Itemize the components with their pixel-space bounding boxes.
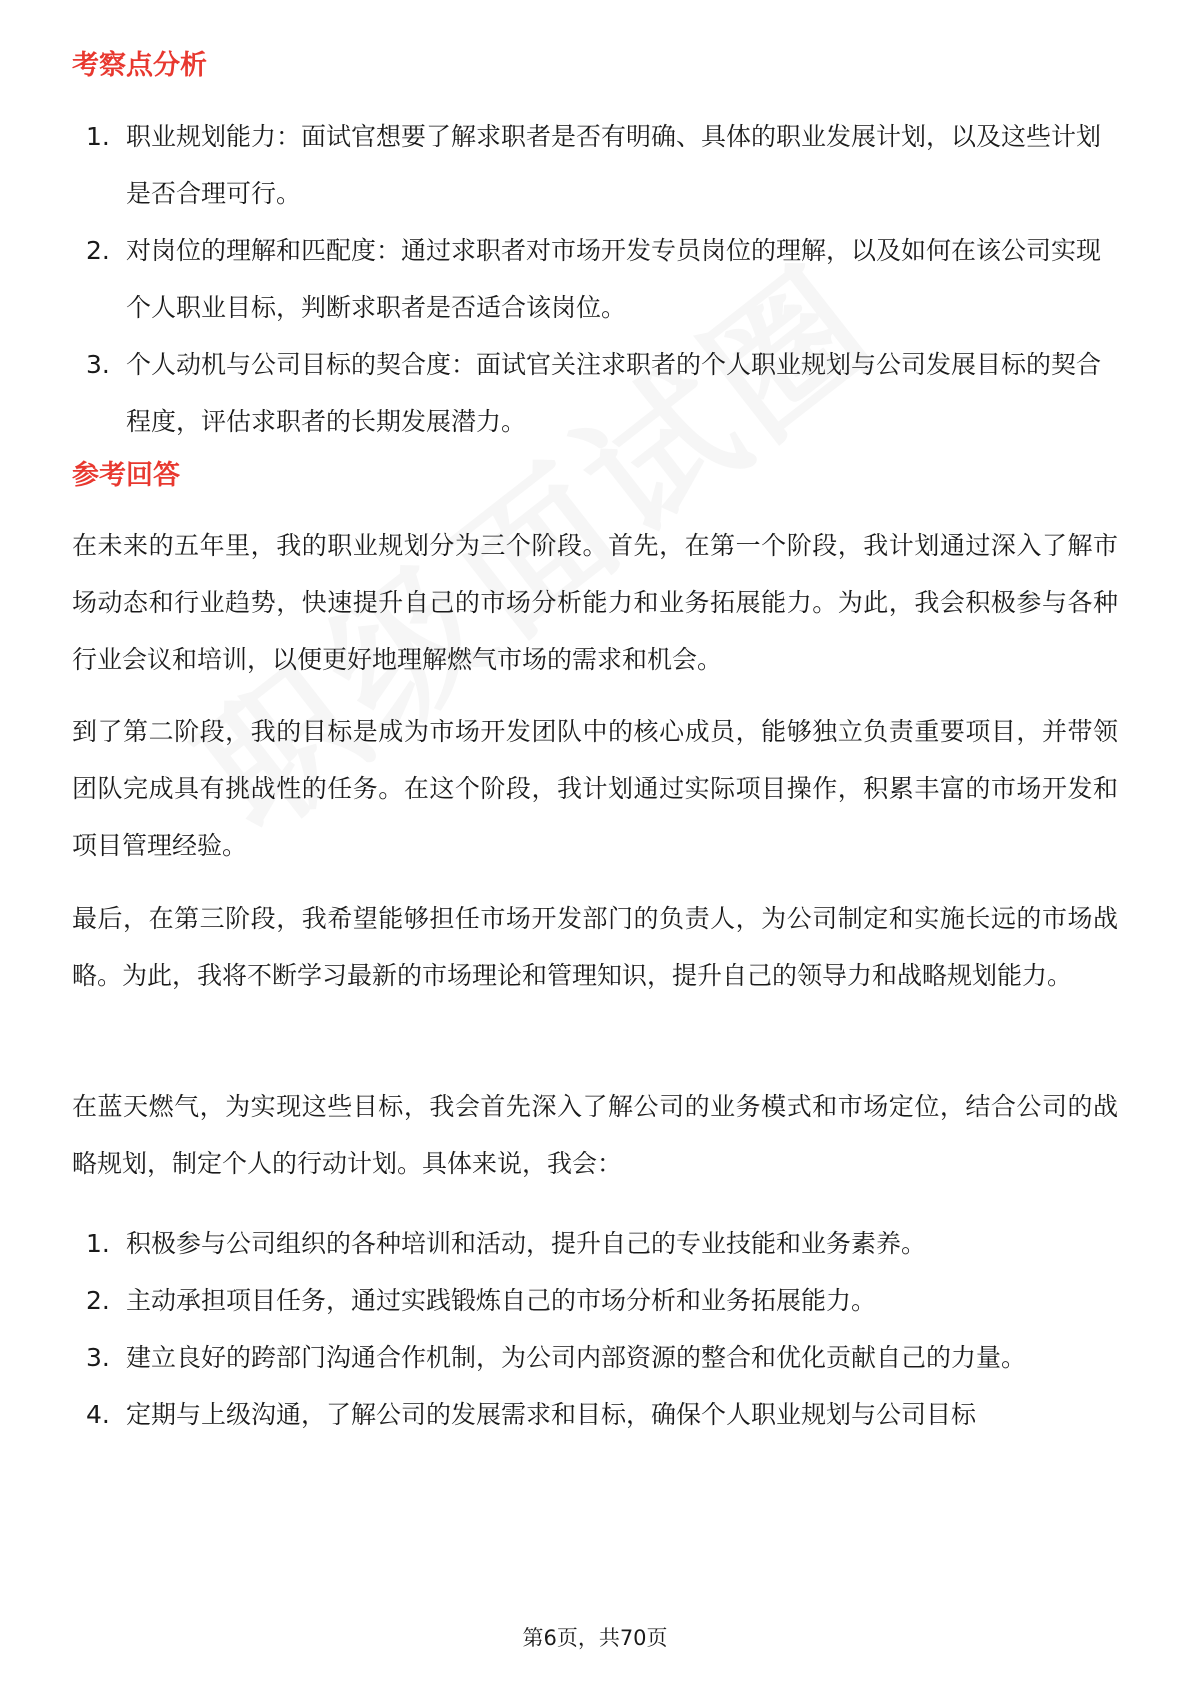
analysis-list xyxy=(72,108,1118,450)
list-item-text: 对岗位的理解和匹配度：通过求职者对市场开发专员岗位的理解，以及如何在该公司实现个人职业目标，判断求职者是否适合该岗位。 xyxy=(126,236,1102,322)
list-item-number: 2. xyxy=(86,236,110,265)
list-item xyxy=(72,108,1118,222)
answer-paragraph: 最后，在第三阶段，我希望能够担任市场开发部门的负责人，为公司制定和实施长远的市场战略。为此，我将不断学习最新的市场理论和管理知识，提升自己的领导力和战略规划能力。 xyxy=(72,904,1118,990)
list-item-text: 主动承担项目任务，通过实践锻炼自己的市场分析和业务拓展能力。 xyxy=(126,1286,877,1315)
list-item xyxy=(72,1386,1118,1443)
list-item-number: 1. xyxy=(86,122,110,151)
list-item-text: 定期与上级沟通，了解公司的发展需求和目标，确保个人职业规划与公司目标 xyxy=(126,1400,977,1429)
answer-paragraph: 到了第二阶段，我的目标是成为市场开发团队中的核心成员，能够独立负责重要项目，并带领团队完成具有挑战性的任务。在这个阶段，我计划通过实际项目操作，积累丰富的市场开发和项目管理经验。 xyxy=(72,717,1118,860)
list-item-text: 个人动机与公司目标的契合度：面试官关注求职者的个人职业规划与公司发展目标的契合程度，评估求职者的长期发展潜力。 xyxy=(126,350,1102,436)
list-item-number: 1. xyxy=(86,1229,110,1258)
list-item-text: 职业规划能力：面试官想要了解求职者是否有明确、具体的职业发展计划，以及这些计划是否合理可行。 xyxy=(126,122,1102,208)
list-item-text: 积极参与公司组织的各种培训和活动，提升自己的专业技能和业务素养。 xyxy=(126,1229,927,1258)
answer-paragraph: 在未来的五年里，我的职业规划分为三个阶段。首先，在第一个阶段，我计划通过深入了解市场动态和行业趋势，快速提升自己的市场分析能力和业务拓展能力。为此，我会积极参与各种行业会议和培训，以便更好地理解燃气市场的需求和机会。 xyxy=(72,531,1118,674)
section-heading-answer: 参考回答 xyxy=(72,460,180,491)
action-list xyxy=(72,1215,1118,1443)
page-number: 第6页，共70页 xyxy=(522,1626,668,1650)
list-item-number: 4. xyxy=(86,1400,110,1429)
answer-paragraph: 在蓝天燃气，为实现这些目标，我会首先深入了解公司的业务模式和市场定位，结合公司的战略规划，制定个人的行动计划。具体来说，我会： xyxy=(72,1092,1118,1178)
list-item xyxy=(72,222,1118,336)
list-item-number: 3. xyxy=(86,350,110,379)
list-item xyxy=(72,336,1118,450)
list-item-text: 建立良好的跨部门沟通合作机制，为公司内部资源的整合和优化贡献自己的力量。 xyxy=(126,1343,1027,1372)
list-item-number: 3. xyxy=(86,1343,110,1372)
list-item xyxy=(72,1215,1118,1272)
list-item-number: 2. xyxy=(86,1286,110,1315)
list-item xyxy=(72,1272,1118,1329)
list-item xyxy=(72,1329,1118,1386)
section-heading-analysis: 考察点分析 xyxy=(72,50,207,81)
